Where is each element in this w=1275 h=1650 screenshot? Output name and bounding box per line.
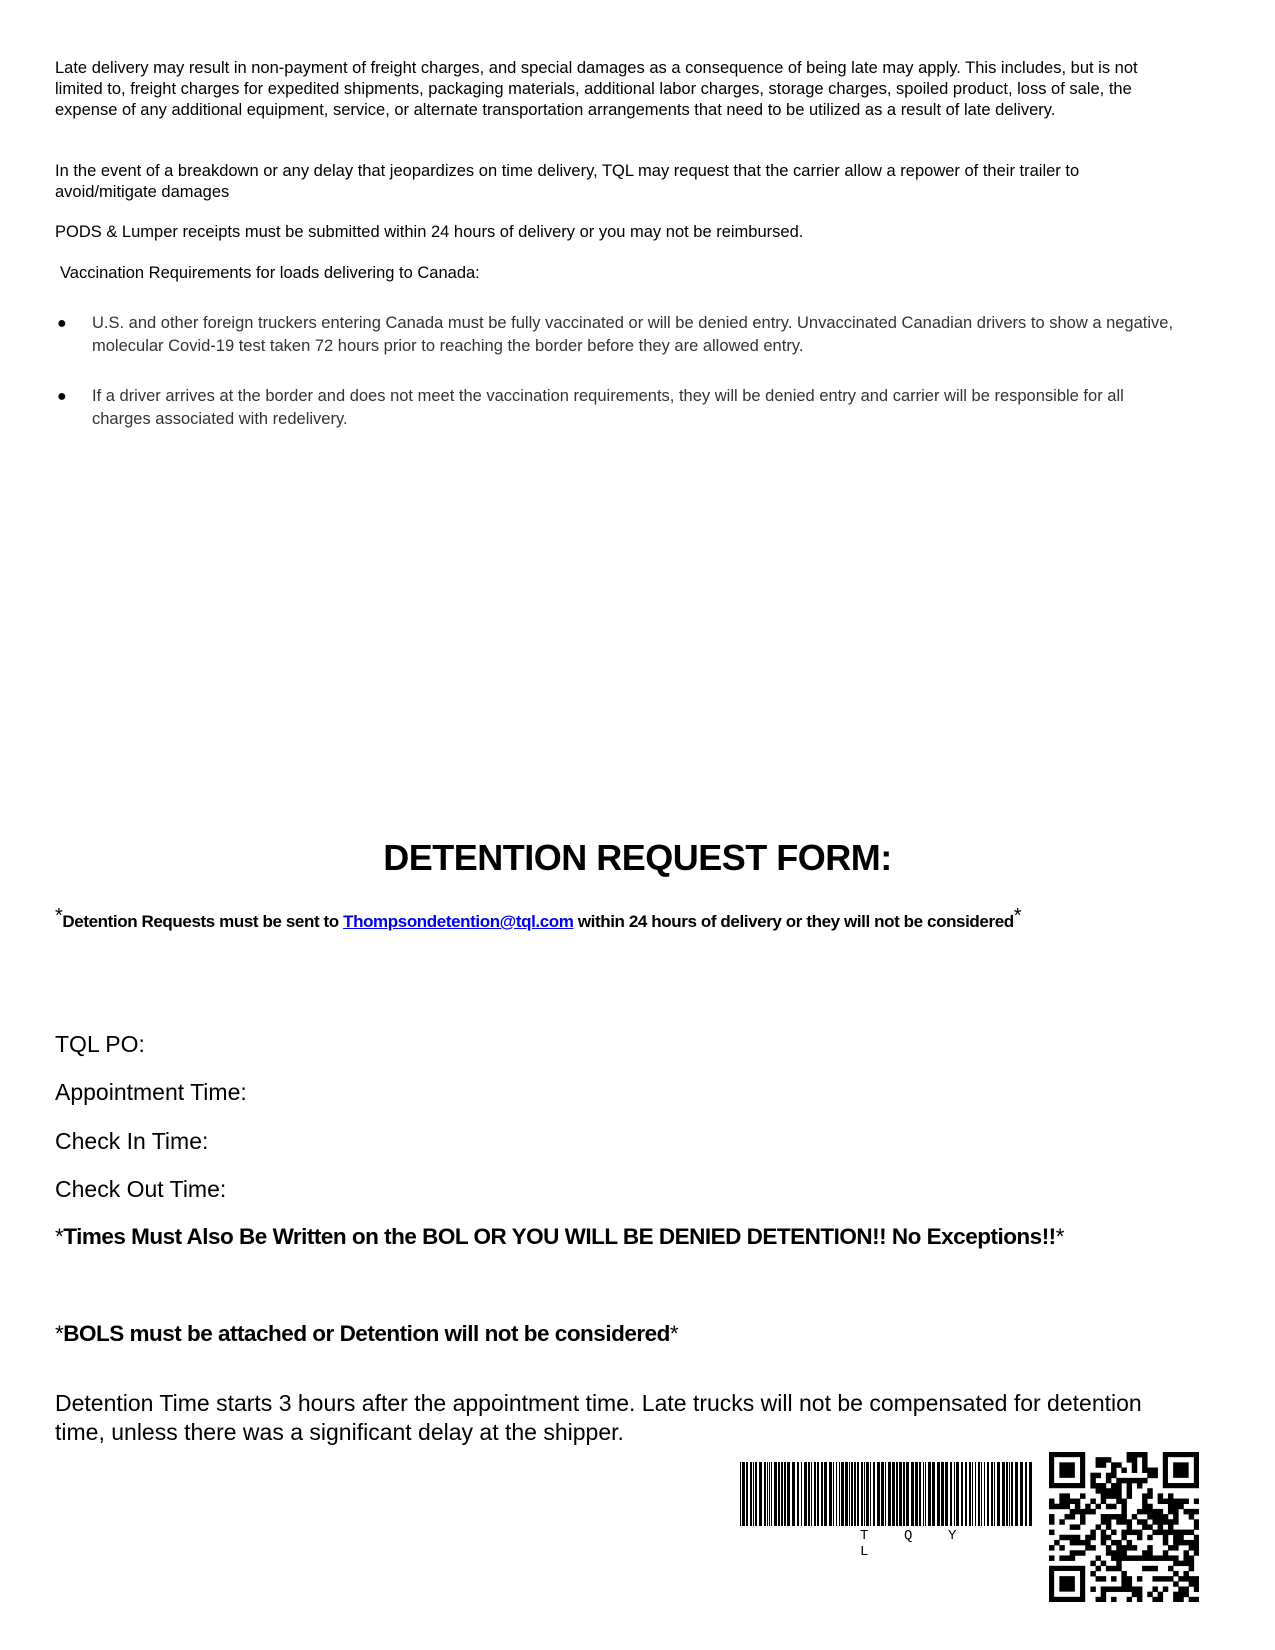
bols-warning: *BOLS must be attached or Detention will not be considered*	[55, 1321, 679, 1346]
detention-policy: Detention Time starts 3 hours after the appointment time. Late trucks will not be compensated for detention time, unless there was a significant delay at the shipper.	[55, 1390, 1142, 1445]
bullet-text: U.S. and other foreign truckers entering Canada must be fully vaccinated or will be denied entry. Unvaccinated Canadian drivers to show a negative, molecular Covid-19 test taken 72 hours prior to reaching the border before they are allowed entry.	[92, 314, 1174, 355]
vaccination-heading: Vaccination Requirements for loads delivering to Canada:	[60, 264, 480, 282]
barcode-text: T Q YL	[860, 1528, 957, 1560]
form-title: DETENTION REQUEST FORM:	[383, 837, 892, 878]
barcode-bars	[740, 1462, 1035, 1526]
asterisk: *	[1013, 905, 1022, 927]
times-warning: *Times Must Also Be Written on the BOL OR YOU WILL BE DENIED DETENTION!! No Exceptions!!*	[55, 1224, 1064, 1249]
appointment-time-label: Appointment Time:	[55, 1079, 247, 1105]
bullet-icon: ●	[57, 388, 67, 405]
breakdown-paragraph: In the event of a breakdown or any delay that jeopardizes on time delivery, TQL may request that the carrier allow a repower of their trailer to avoid/mitigate damages	[55, 162, 1080, 201]
notice-prefix: Detention Requests must be sent to	[62, 912, 339, 931]
bullet-icon: ●	[57, 315, 67, 332]
check-out-time-label: Check Out Time:	[55, 1176, 227, 1202]
detention-notice	[55, 905, 1021, 932]
detention-email-link[interactable]: Thompsondetention@tql.com	[343, 912, 574, 931]
notice-suffix: within 24 hours of delivery or they will not be considered	[577, 912, 1014, 931]
asterisk: *	[55, 905, 63, 927]
check-in-time-label: Check In Time:	[55, 1128, 209, 1154]
tql-po-label: TQL PO:	[55, 1031, 145, 1057]
qr-code	[1049, 1452, 1199, 1602]
pods-paragraph: PODS & Lumper receipts must be submitted within 24 hours of delivery or you may not be reimbursed.	[55, 223, 804, 241]
late-delivery-paragraph: Late delivery may result in non-payment of freight charges, and special damages as a consequence of being late may apply. This includes, but is not limited to, freight charges for expedited shipments, packaging materials, additional labor charges, storage charges, spoiled product, loss of sale, the expense of any additional equipment, service, or alternate transportation arrangements that need to be utilized as a result of late delivery.	[55, 59, 1138, 119]
bullet-text: If a driver arrives at the border and does not meet the vaccination requirements, they will be denied entry and carrier will be responsible for all charges associated with redelivery.	[92, 387, 1124, 428]
barcode	[740, 1462, 1035, 1560]
